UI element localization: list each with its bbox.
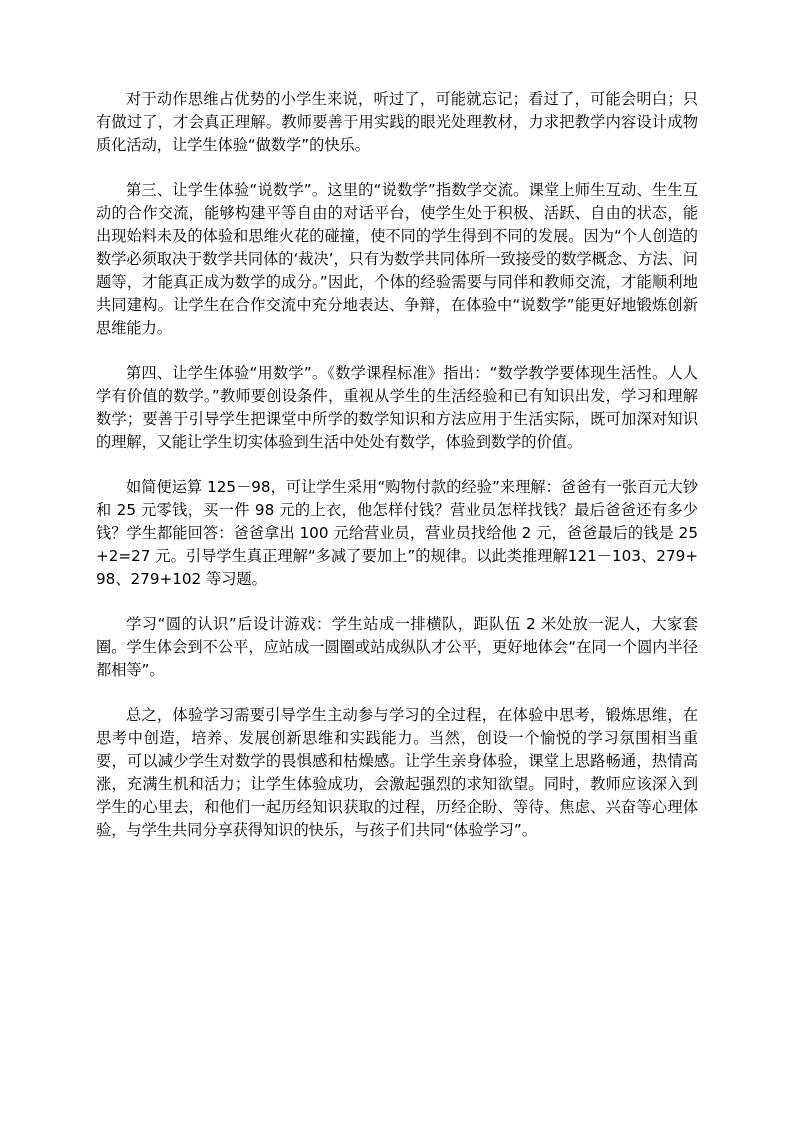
paragraph-speak-math: 第三、让学生体验“说数学”。这里的“说数学”指数学交流。课堂上师生互动、生生互动的合作交流，能够构建平等自由的对话平台，使学生处于积极、活跃、自由的状态，能出现始料未及的体验和思维火花的碰撞，使不同的学生得到不同的发展。因为“个人创造的数学必须取决于数学共同体的‘裁决’，只有为数学共同体所一致接受的数学概念、方法、问题等，才能真正成为数学的成分。”因此，个体的经验需要与同伴和教师交流，才能顺利地共同建构。让学生在合作交流中充分地表达、争辩，在体验中“说数学”能更好地锻炼创新思维能力。 — [96, 181, 698, 337]
paragraph-calculation-example: 如简便运算 125－98，可让学生采用“购物付款的经验”来理解：爸爸有一张百元大钞和 25 元零钱，买一件 98 元的上衣，他怎样付钱？营业员怎样找钱？最后爸爸还有多少钱？学生都能回答：爸爸拿出 100 元给营业员，营业员找给他 2 元，爸爸最后的钱是 25+2=27 元。引导学生真正理解“多减了要加上”的规律。以此类推理解121－103、279+98、279+102 等习题。 — [96, 478, 698, 588]
document-body — [96, 88, 698, 864]
paragraph-hands-on-learning: 对于动作思维占优势的小学生来说，听过了，可能就忘记；看过了，可能会明白；只有做过了，才会真正理解。教师要善于用实践的眼光处理教材，力求把教学内容设计成物质化活动，让学生体验“做数学”的快乐。 — [96, 90, 698, 154]
paragraph-circle-game: 学习“圆的认识”后设计游戏：学生站成一排横队，距队伍 2 米处放一泥人，大家套圈。学生体会到不公平，应站成一圆圈或站成纵队才公平，更好地体会“在同一个圆内半径都相等”。 — [96, 615, 698, 679]
paragraph-conclusion: 总之，体验学习需要引导学生主动参与学习的全过程，在体验中思考，锻炼思维，在思考中创造，培养、发展创新思维和实践能力。当然，创设一个愉悦的学习氛围相当重要，可以减少学生对数学的畏惧感和枯燥感。让学生亲身体验，课堂上思路畅通，热情高涨，充满生机和活力；让学生体验成功，会激起强烈的求知欲望。同时，教师应该深入到学生的心里去，和他们一起历经知识获取的过程，历经企盼、等待、焦虑、兴奋等心理体验，与学生共同分享获得知识的快乐，与孩子们共同“体验学习”。 — [96, 706, 698, 839]
paragraph-use-math: 第四、让学生体验“用数学”。《数学课程标准》指出：“数学教学要体现生活性。人人学有价值的数学。”教师要创设条件，重视从学生的生活经验和已有知识出发，学习和理解数学；要善于引导学生把课堂中所学的数学知识和方法应用于生活实际，既可加深对知识的理解，又能让学生切实体验到生活中处处有数学，体验到数学的价值。 — [96, 364, 698, 451]
